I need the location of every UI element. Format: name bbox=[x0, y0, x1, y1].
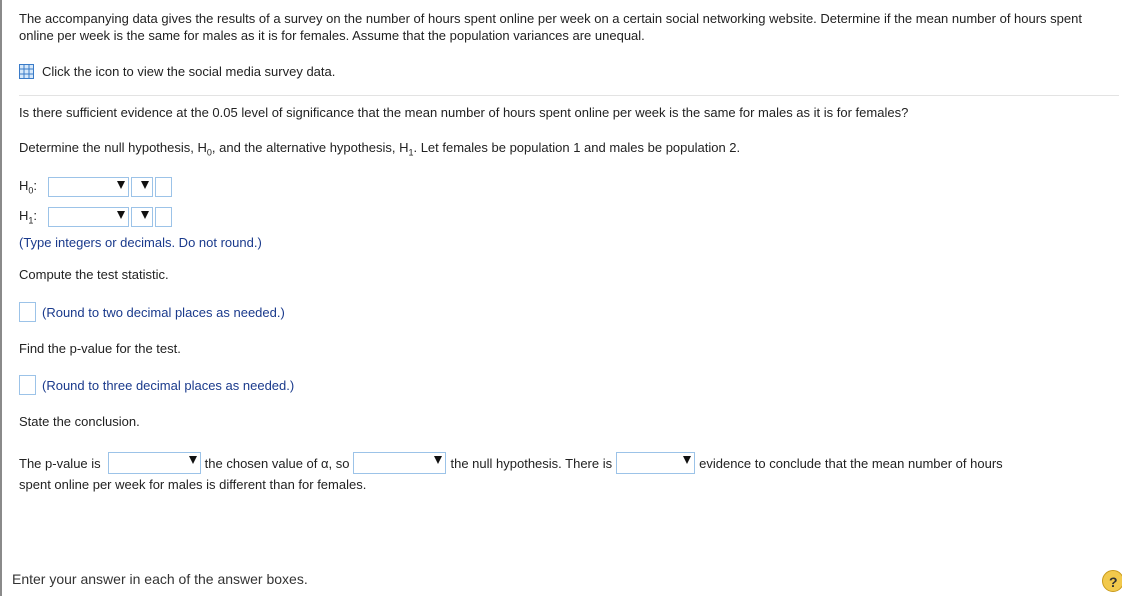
survey-data-link[interactable] bbox=[19, 64, 335, 79]
problem-intro: The accompanying data gives the results of a survey on the number of hours spent online per week on a certain social networking website. Determine if the mean number of hours spent online per week is the same for males as it is for females. Assume that the population variances are unequal. bbox=[19, 11, 1082, 43]
dropdown-arrow-icon bbox=[117, 181, 125, 189]
test-statistic-row bbox=[19, 302, 285, 322]
dropdown-arrow-icon bbox=[141, 211, 149, 219]
hypothesis-prompt-part: Determine the null hypothesis, H bbox=[19, 140, 207, 155]
h0-label: $H_0$: bbox=[19, 178, 38, 196]
h0-parameter-dropdown[interactable] bbox=[48, 177, 129, 197]
conclusion-block bbox=[19, 452, 1003, 495]
question-text: Is there sufficient evidence at the 0.05 level of significance that the mean number of hours spent online per week is the same for males as it is for females? bbox=[19, 105, 909, 120]
h1-row bbox=[19, 207, 172, 227]
conclusion-text: the null hypothesis. There is bbox=[450, 455, 613, 471]
evidence-dropdown[interactable] bbox=[616, 452, 695, 474]
h1-subscript: 1 bbox=[408, 147, 414, 158]
divider bbox=[19, 95, 1119, 96]
conclusion-text: evidence to conclude that the mean number of hours bbox=[699, 455, 1003, 471]
pvalue-row bbox=[19, 375, 294, 395]
dropdown-arrow-icon bbox=[683, 456, 691, 464]
footer-instruction: Enter your answer in each of the answer boxes. bbox=[12, 571, 308, 587]
h1-operator-dropdown[interactable] bbox=[131, 207, 153, 227]
hypothesis-prompt-part: , and the alternative hypothesis, H bbox=[211, 140, 409, 155]
hypothesis-prompt-part: . Let females be population 1 and males be population 2. bbox=[413, 140, 741, 155]
reject-decision-dropdown[interactable] bbox=[353, 452, 446, 474]
h1-value-input[interactable] bbox=[155, 207, 172, 227]
survey-data-link-text[interactable]: Click the icon to view the social media survey data. bbox=[42, 64, 336, 79]
conclusion-text: The p-value is bbox=[19, 455, 101, 471]
h0-subscript: 0 bbox=[206, 147, 212, 158]
hypothesis-note: (Type integers or decimals. Do not round.) bbox=[19, 235, 262, 250]
dropdown-arrow-icon bbox=[117, 211, 125, 219]
pvalue-input[interactable] bbox=[19, 375, 36, 395]
h1-parameter-dropdown[interactable] bbox=[48, 207, 129, 227]
dropdown-arrow-icon bbox=[434, 456, 442, 464]
test-statistic-input[interactable] bbox=[19, 302, 36, 322]
dropdown-arrow-icon bbox=[141, 181, 149, 189]
test-statistic-note: (Round to two decimal places as needed.) bbox=[42, 304, 285, 320]
hypothesis-prompt bbox=[19, 140, 740, 158]
dropdown-arrow-icon bbox=[189, 456, 197, 464]
h1-label: $H_1$: bbox=[19, 208, 38, 226]
h0-row bbox=[19, 177, 172, 197]
pvalue-prompt: Find the p-value for the test. bbox=[19, 341, 181, 356]
help-icon[interactable]: ? bbox=[1102, 570, 1122, 592]
conclusion-prompt: State the conclusion. bbox=[19, 414, 140, 429]
pvalue-comparison-dropdown[interactable] bbox=[108, 452, 201, 474]
conclusion-text: the chosen value of α, so bbox=[204, 455, 350, 471]
pvalue-note: (Round to three decimal places as needed.) bbox=[42, 377, 295, 393]
table-icon[interactable] bbox=[19, 64, 34, 79]
h0-value-input[interactable] bbox=[155, 177, 172, 197]
h0-operator-dropdown[interactable] bbox=[131, 177, 153, 197]
left-border bbox=[0, 0, 2, 596]
test-statistic-prompt: Compute the test statistic. bbox=[19, 267, 169, 282]
conclusion-text: spent online per week for males is different than for females. bbox=[19, 477, 367, 492]
